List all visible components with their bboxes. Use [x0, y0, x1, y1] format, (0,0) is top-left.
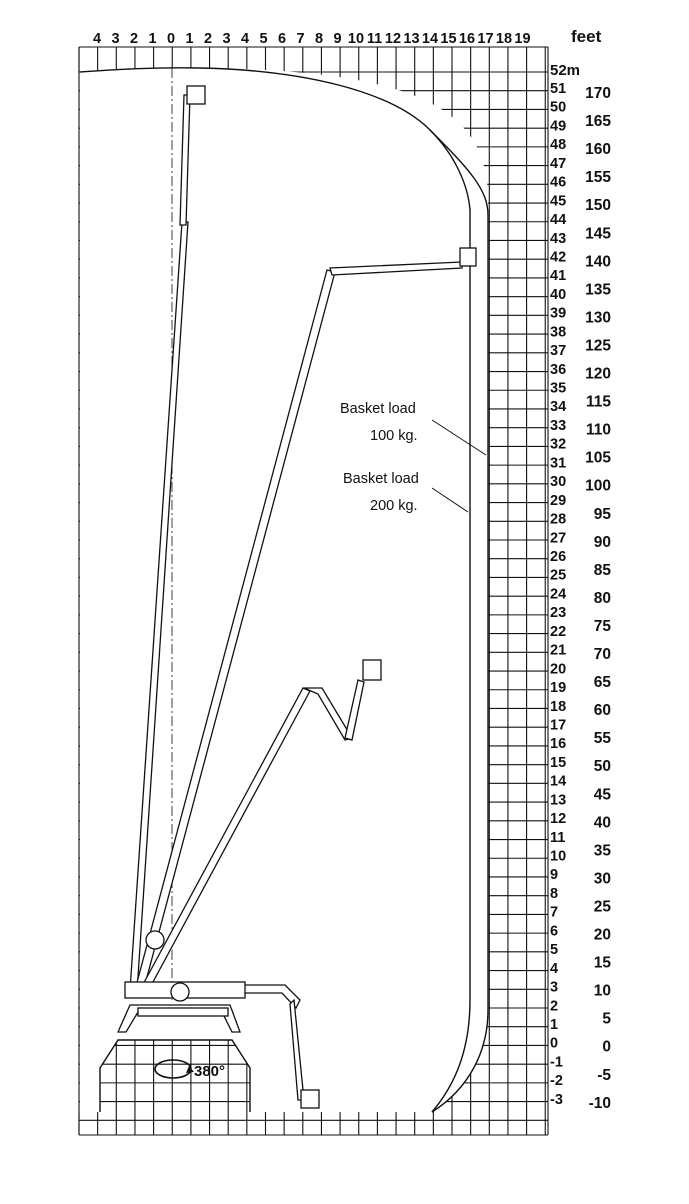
height-ft-tick: 170 — [585, 85, 611, 102]
height-m-tick: 41 — [550, 268, 567, 285]
basket-top — [187, 86, 205, 104]
height-m-tick: 25 — [550, 567, 567, 584]
height-ft-tick: 130 — [585, 309, 611, 327]
load-100-value: 100 kg. — [370, 428, 418, 444]
height-m-tick: 7 — [550, 904, 559, 921]
height-ft-tick: 65 — [593, 674, 611, 692]
x-tick-label: 3 — [222, 31, 231, 47]
x-tick-label: 14 — [421, 31, 439, 47]
x-tick-label: 1 — [185, 31, 194, 47]
height-m-tick: 15 — [550, 754, 567, 771]
height-m-tick: 17 — [550, 717, 567, 734]
x-tick-label: 7 — [296, 31, 305, 47]
height-m-tick: 46 — [550, 174, 567, 191]
x-tick-label: 11 — [366, 31, 383, 47]
load-200-leader — [432, 488, 468, 512]
height-ft-tick: 5 — [602, 1010, 611, 1028]
basket-low — [301, 1090, 319, 1108]
height-ft-tick: 90 — [593, 533, 611, 551]
height-ft-tick: 75 — [593, 617, 611, 635]
basket-mid — [363, 660, 381, 680]
height-m-tick: 43 — [550, 230, 567, 247]
height-m-tick: 44 — [550, 212, 567, 229]
height-m-tick: 19 — [550, 680, 567, 697]
height-m-tick: 12 — [550, 811, 567, 828]
height-m-tick: 48 — [550, 137, 567, 154]
x-tick-label: 4 — [92, 31, 102, 47]
x-tick-label: 0 — [166, 31, 176, 47]
height-m-tick: 35 — [550, 380, 567, 397]
height-ft-tick: 110 — [585, 421, 611, 439]
boom-max-height — [130, 86, 205, 992]
boom-below-grade — [170, 985, 319, 1108]
load-100-leader — [432, 420, 486, 455]
height-ft-tick: 40 — [593, 814, 611, 832]
height-top-label: 52m — [550, 62, 581, 79]
height-m-tick: 36 — [550, 361, 567, 378]
height-m-tick: 1 — [550, 1017, 559, 1033]
height-m-tick: 42 — [550, 249, 567, 266]
height-m-tick: -3 — [550, 1091, 563, 1108]
height-ft-tick: 0 — [602, 1038, 611, 1056]
height-m-tick: 32 — [550, 436, 567, 453]
x-tick-label: 17 — [477, 31, 494, 47]
height-ft-tick: 105 — [585, 449, 611, 467]
height-m-tick: 39 — [550, 305, 567, 322]
height-m-tick: 11 — [550, 829, 566, 846]
x-tick-label: 6 — [277, 31, 287, 47]
height-m-tick: 27 — [550, 530, 567, 547]
rotation-arrow-icon — [155, 1060, 194, 1078]
height-m-tick: 18 — [550, 698, 567, 715]
rotation-label: 380° — [194, 1063, 226, 1080]
height-m-tick: 9 — [550, 867, 559, 884]
height-m-tick: 2 — [550, 998, 559, 1015]
height-m-tick: 4 — [550, 960, 559, 977]
height-ft-tick: 155 — [585, 169, 611, 187]
height-ft-tick: 10 — [593, 982, 611, 1000]
height-m-tick: 33 — [550, 417, 567, 434]
x-tick-label: 12 — [384, 31, 402, 47]
height-ft-tick: -10 — [588, 1094, 611, 1112]
height-ft-tick: 60 — [593, 702, 611, 720]
height-ft-tick: 30 — [593, 870, 611, 888]
height-ft-tick: 55 — [593, 730, 611, 748]
envelope-100kg-outline — [430, 130, 488, 1112]
x-axis-unit: feet — [571, 27, 602, 46]
boom-max-outreach-top — [135, 248, 476, 992]
height-m-tick: 26 — [550, 549, 567, 565]
boom-mid — [140, 660, 381, 993]
x-tick-label: 15 — [440, 31, 457, 47]
x-tick-label: 10 — [347, 31, 365, 47]
x-tick-label: 19 — [514, 31, 531, 47]
height-m-tick: 23 — [550, 605, 567, 622]
x-tick-label: 5 — [259, 31, 268, 47]
height-m-tick: 37 — [550, 343, 567, 360]
height-m-tick: 29 — [550, 492, 567, 509]
height-ft-tick: 150 — [585, 197, 611, 215]
x-tick-label: 3 — [111, 31, 120, 47]
height-m-tick: 28 — [550, 511, 567, 528]
height-m-tick: 6 — [550, 923, 559, 940]
x-tick-label: 8 — [314, 31, 324, 47]
height-ft-tick: 20 — [593, 926, 611, 944]
height-m-tick: 49 — [550, 118, 567, 135]
height-ft-tick: 115 — [585, 393, 611, 411]
height-ft-tick: 135 — [585, 281, 611, 299]
load-100-title: Basket load — [340, 401, 416, 417]
x-tick-label: 1 — [148, 31, 157, 47]
height-m-tick: 47 — [550, 155, 567, 172]
height-m-tick: 14 — [550, 773, 567, 790]
height-ft-tick: 165 — [585, 113, 611, 131]
height-m-tick: 0 — [550, 1035, 559, 1052]
height-m-tick: 50 — [550, 99, 567, 116]
height-ft-tick: 100 — [585, 477, 611, 495]
x-tick-label: 16 — [458, 31, 476, 47]
height-ft-tick: 125 — [585, 337, 611, 355]
x-axis-ticks — [93, 31, 531, 47]
height-ft-tick: 120 — [585, 365, 611, 383]
height-m-tick: 51 — [550, 81, 567, 97]
height-m-tick: 20 — [550, 661, 567, 678]
height-m-tick: 40 — [550, 286, 567, 303]
height-m-tick: 24 — [550, 586, 567, 603]
load-200-title: Basket load — [343, 471, 419, 487]
height-ft-ticks — [585, 85, 611, 1112]
height-ft-tick: 145 — [585, 225, 611, 243]
height-ft-tick: 80 — [593, 589, 611, 607]
x-tick-label: 4 — [240, 31, 250, 47]
height-m-tick: 13 — [550, 792, 567, 809]
height-m-tick: -2 — [550, 1073, 563, 1090]
load-200-value: 200 kg. — [370, 498, 418, 514]
height-m-ticks — [550, 81, 566, 1108]
height-ft-tick: 35 — [593, 842, 611, 860]
x-tick-label: 18 — [495, 31, 513, 47]
x-tick-label: 2 — [203, 31, 213, 47]
height-ft-tick: 50 — [593, 758, 611, 776]
height-ft-tick: 25 — [593, 898, 611, 916]
basket-right — [460, 248, 476, 266]
height-ft-tick: 15 — [593, 954, 611, 972]
height-m-tick: 30 — [550, 474, 567, 491]
height-m-tick: 10 — [550, 848, 567, 865]
height-m-tick: 16 — [550, 736, 567, 753]
height-m-tick: 8 — [550, 885, 559, 902]
height-ft-tick: 160 — [585, 141, 611, 159]
height-m-tick: 21 — [550, 642, 567, 659]
x-tick-label: 2 — [129, 31, 139, 47]
height-ft-tick: 140 — [585, 253, 611, 271]
height-ft-tick: 70 — [593, 646, 611, 663]
height-ft-tick: -5 — [597, 1066, 611, 1084]
x-tick-label: 13 — [403, 31, 420, 47]
x-tick-label: 9 — [333, 31, 342, 47]
height-m-tick: 5 — [550, 942, 559, 959]
height-m-tick: 34 — [550, 399, 567, 416]
height-m-tick: 3 — [550, 979, 559, 996]
height-m-tick: 38 — [550, 324, 567, 341]
height-ft-tick: 85 — [593, 561, 611, 579]
height-m-tick: 22 — [550, 623, 567, 640]
height-m-tick: 45 — [550, 193, 567, 210]
height-m-tick: -1 — [550, 1054, 563, 1071]
height-m-tick: 31 — [550, 455, 567, 472]
height-ft-tick: 95 — [593, 505, 611, 523]
height-ft-tick: 45 — [593, 786, 611, 804]
